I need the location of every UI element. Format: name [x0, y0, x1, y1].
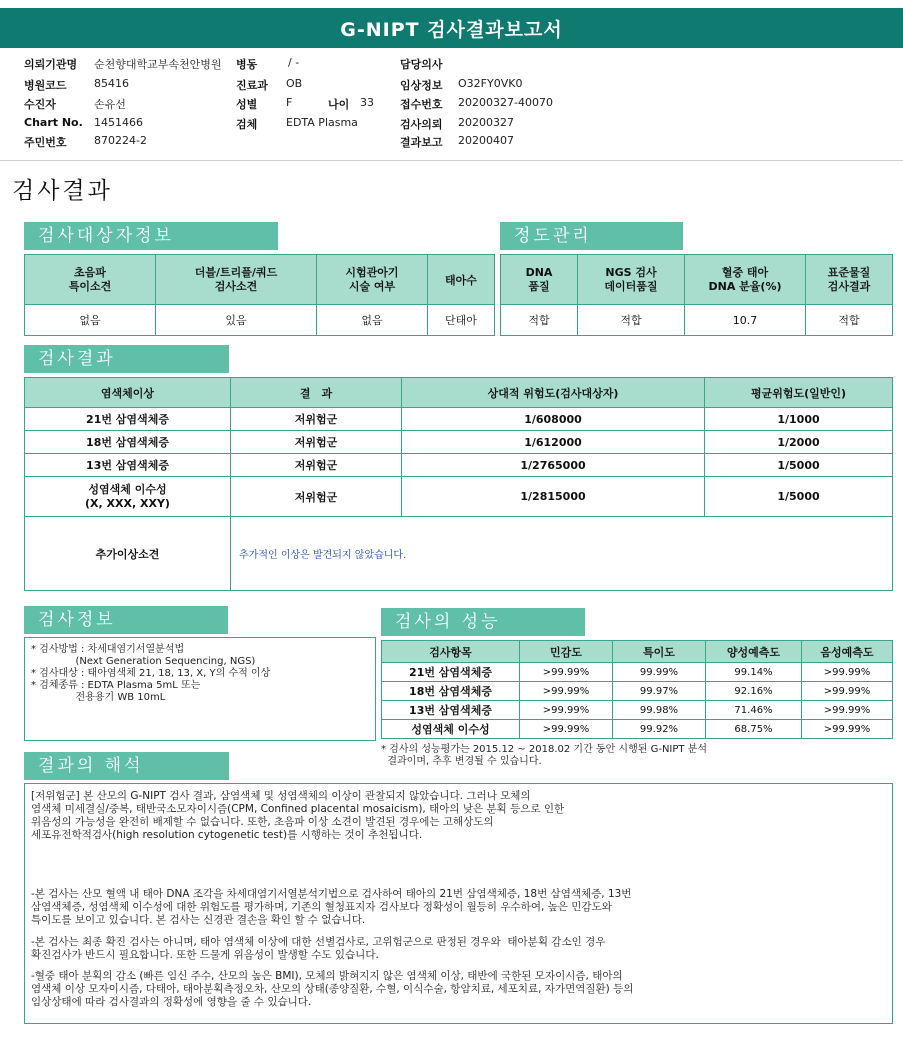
test-info-text: * 검사방법 : 차세대염기서열분석법 (Next Generation Sequencing, NGS) * 검사대상 : 태아염색체 21, 18, 13, X, Y의 수적 이상 * 검체종류 : EDTA Plasma 5mL 또는 전용용기 WB 10mL: [31, 644, 271, 703]
section-subject-info: 검사대상자정보: [24, 222, 278, 250]
results-cell: 21번 삼염색체증: [25, 408, 231, 431]
results-cell: 1/608000: [402, 408, 705, 431]
interpretation-note-1: -본 검사는 산모 혈액 내 태아 DNA 조각을 차세대염기서열분석기법으로 검사하여 태아의 21번 삼염색체증, 18번 삼염색체증, 13번 삼염색체증, 성염색체 이수성에 대한 위험도를 평가하며, 기존의 혈청표지자 검사보다 정확성이 월등히 우수하여, 높은 민감도와 특이도를 보이고 있습니다. 본 검사는 신경관 결손을 확인 할 수 없습니다.: [31, 888, 632, 926]
header-label: 결과보고: [400, 136, 443, 149]
results-header: 결 과: [231, 378, 402, 408]
perf-cell: 21번 삼염색체증: [382, 663, 520, 682]
results-cell: 1/2765000: [402, 454, 705, 477]
header-value: 85416: [94, 77, 129, 90]
results-cell: 저위험군: [231, 431, 402, 454]
perf-cell: >99.99%: [520, 682, 613, 701]
header-value: 33: [360, 96, 374, 109]
results-cell: 18번 삼염색체증: [25, 431, 231, 454]
perf-cell: >99.99%: [520, 663, 613, 682]
perf-header: 음성예측도: [802, 641, 893, 663]
perf-cell: 18번 삼염색체증: [382, 682, 520, 701]
table-row: [25, 517, 893, 591]
section-qc: 정도관리: [500, 222, 683, 250]
results-cell: 저위험군: [231, 477, 402, 517]
header-value: F: [286, 96, 293, 109]
report-title: G-NIPT 검사결과보고서: [0, 8, 903, 48]
results-header: 상대적 위험도(검사대상자): [402, 378, 705, 408]
subject-header: 태아수: [428, 255, 495, 305]
results-cell: 1/1000: [705, 408, 893, 431]
header-label: Chart No.: [24, 116, 83, 129]
test-info-box: [24, 637, 376, 741]
perf-cell: 71.46%: [706, 701, 802, 720]
perf-cell: >99.99%: [802, 720, 893, 739]
section-test-info: 검사정보: [24, 606, 228, 634]
perf-cell: 99.97%: [613, 682, 706, 701]
header-label: 병동: [236, 58, 258, 71]
interpretation-note-2: -본 검사는 최종 확진 검사는 아니며, 태아 염색체 이상에 대한 선별검사로, 고위험군으로 판정된 경우와 태아분획 감소인 경우 확진검사가 반드시 필요합니다. 또한 드물게 위음성이 발생할 수도 있습니다.: [31, 936, 606, 961]
perf-cell: 99.92%: [613, 720, 706, 739]
subject-value: 없음: [317, 305, 428, 336]
header-divider: [0, 160, 903, 161]
perf-cell: 68.75%: [706, 720, 802, 739]
results-cell: 저위험군: [231, 454, 402, 477]
qc-header: 표준물질 검사결과: [806, 255, 893, 305]
header-value: OB: [286, 77, 303, 90]
results-cell: 1/5000: [705, 477, 893, 517]
perf-cell: >99.99%: [802, 701, 893, 720]
qc-value: 10.7: [685, 305, 806, 336]
subject-value: 단태아: [428, 305, 495, 336]
extra-findings-value: 추가적인 이상은 발견되지 않았습니다.: [231, 517, 893, 591]
perf-header: 검사항목: [382, 641, 520, 663]
table-row: [25, 431, 893, 454]
results-cell: 1/2815000: [402, 477, 705, 517]
perf-cell: >99.99%: [802, 682, 893, 701]
qc-header: NGS 검사 데이터품질: [578, 255, 685, 305]
header-value: 20200327: [458, 116, 514, 129]
subject-header: 더블/트리플/쿼드 검사소견: [156, 255, 317, 305]
perf-header: 민감도: [520, 641, 613, 663]
qc-table: [500, 254, 893, 336]
perf-cell: 92.16%: [706, 682, 802, 701]
table-row: [382, 663, 893, 682]
report-header: [0, 54, 903, 158]
section-interpretation: 결과의 해석: [24, 752, 229, 780]
header-value: 870224-2: [94, 134, 147, 147]
perf-header: 특이도: [613, 641, 706, 663]
table-row: [382, 720, 893, 739]
table-row: [25, 454, 893, 477]
header-label: 담당의사: [400, 58, 443, 71]
results-cell: 13번 삼염색체증: [25, 454, 231, 477]
qc-header: DNA 품질: [501, 255, 578, 305]
header-label: 의뢰기관명: [24, 58, 78, 71]
header-value: 20200327-40070: [458, 96, 553, 109]
qc-value: 적합: [578, 305, 685, 336]
perf-cell: >99.99%: [520, 720, 613, 739]
results-cell: 성염색체 이수성 (X, XXX, XXY): [25, 477, 231, 517]
results-table: [24, 377, 893, 591]
header-label: 나이: [328, 98, 350, 111]
interpretation-box: [24, 783, 893, 1024]
header-label: 검사의뢰: [400, 118, 443, 131]
header-value: / -: [288, 56, 300, 69]
results-cell: 1/2000: [705, 431, 893, 454]
subject-header: 시험관아기 시술 여부: [317, 255, 428, 305]
qc-value: 적합: [501, 305, 578, 336]
table-row: [25, 408, 893, 431]
header-value: 순천향대학교부속천안병원: [94, 58, 222, 71]
perf-cell: 성염색체 이수성: [382, 720, 520, 739]
interpretation-summary: [저위험군] 본 산모의 G-NIPT 검사 결과, 삼염색체 및 성염색체의 이상이 관찰되지 않았습니다. 그러나 모체의 염색체 미세결실/중복, 태반국소모자이시즘(CPM, Confined placental mosaicism), 태아의 낮은 분획 등으로 인한 위음성의 가능성을 완전히 배제할 수 없습니다. 또한, 초음파 이상 소견이 발견된 경우에는 고해상도의 세포유전학적검사(high resolution cytogenetic test)를 시행하는 것이 추천됩니다.: [31, 790, 565, 841]
header-label: 수진자: [24, 98, 56, 111]
header-value: 20200407: [458, 134, 514, 147]
perf-header: 양성예측도: [706, 641, 802, 663]
header-label: 검체: [236, 118, 258, 131]
header-label: 병원코드: [24, 79, 67, 92]
performance-table: [381, 640, 893, 739]
performance-note: * 검사의 성능평가는 2015.12 ~ 2018.02 기간 동안 시행된 G-NIPT 분석 결과이며, 추후 변경될 수 있습니다.: [381, 744, 708, 767]
results-cell: 1/5000: [705, 454, 893, 477]
header-label: 주민번호: [24, 136, 67, 149]
table-row: [382, 682, 893, 701]
header-label: 성별: [236, 98, 258, 111]
qc-header: 혈중 태아 DNA 분율(%): [685, 255, 806, 305]
perf-cell: >99.99%: [520, 701, 613, 720]
section-results: 검사결과: [24, 345, 229, 373]
header-label: 진료과: [236, 79, 268, 92]
extra-findings-label: 추가이상소견: [25, 517, 231, 591]
header-value: 1451466: [94, 116, 143, 129]
perf-cell: 13번 삼염색체증: [382, 701, 520, 720]
perf-cell: 99.14%: [706, 663, 802, 682]
perf-cell: 99.98%: [613, 701, 706, 720]
table-row: [25, 477, 893, 517]
subject-info-table: [24, 254, 495, 336]
results-cell: 1/612000: [402, 431, 705, 454]
section-performance: 검사의 성능: [381, 608, 585, 636]
subject-value: 있음: [156, 305, 317, 336]
perf-cell: >99.99%: [802, 663, 893, 682]
qc-value: 적합: [806, 305, 893, 336]
header-value: 손유선: [94, 98, 126, 111]
header-value: O32FY0VK0: [458, 77, 523, 90]
perf-cell: 99.99%: [613, 663, 706, 682]
subject-value: 없음: [25, 305, 156, 336]
header-value: EDTA Plasma: [286, 116, 358, 129]
header-label: 임상정보: [400, 79, 443, 92]
results-header: 염색체이상: [25, 378, 231, 408]
table-row: [382, 701, 893, 720]
results-cell: 저위험군: [231, 408, 402, 431]
interpretation-note-3: -혈중 태아 분획의 감소 (빠른 임신 주수, 산모의 높은 BMI), 모체의 밝혀지지 않은 염색체 이상, 태반에 국한된 모자이시즘, 태아의 염색체 이상 모자이시즘, 다태아, 태아분획측정오차, 산모의 상태(종양질환, 수혈, 이식수술, 항암치료, 세포치료, 자가면역질환) 등의 임상상태에 따라 검사결과의 정확성에 영향을 줄 수 있습니다.: [31, 970, 634, 1008]
main-title: 검사결과: [12, 178, 113, 204]
subject-header: 초음파 특이소견: [25, 255, 156, 305]
header-label: 접수번호: [400, 98, 443, 111]
results-header: 평균위험도(일반인): [705, 378, 893, 408]
